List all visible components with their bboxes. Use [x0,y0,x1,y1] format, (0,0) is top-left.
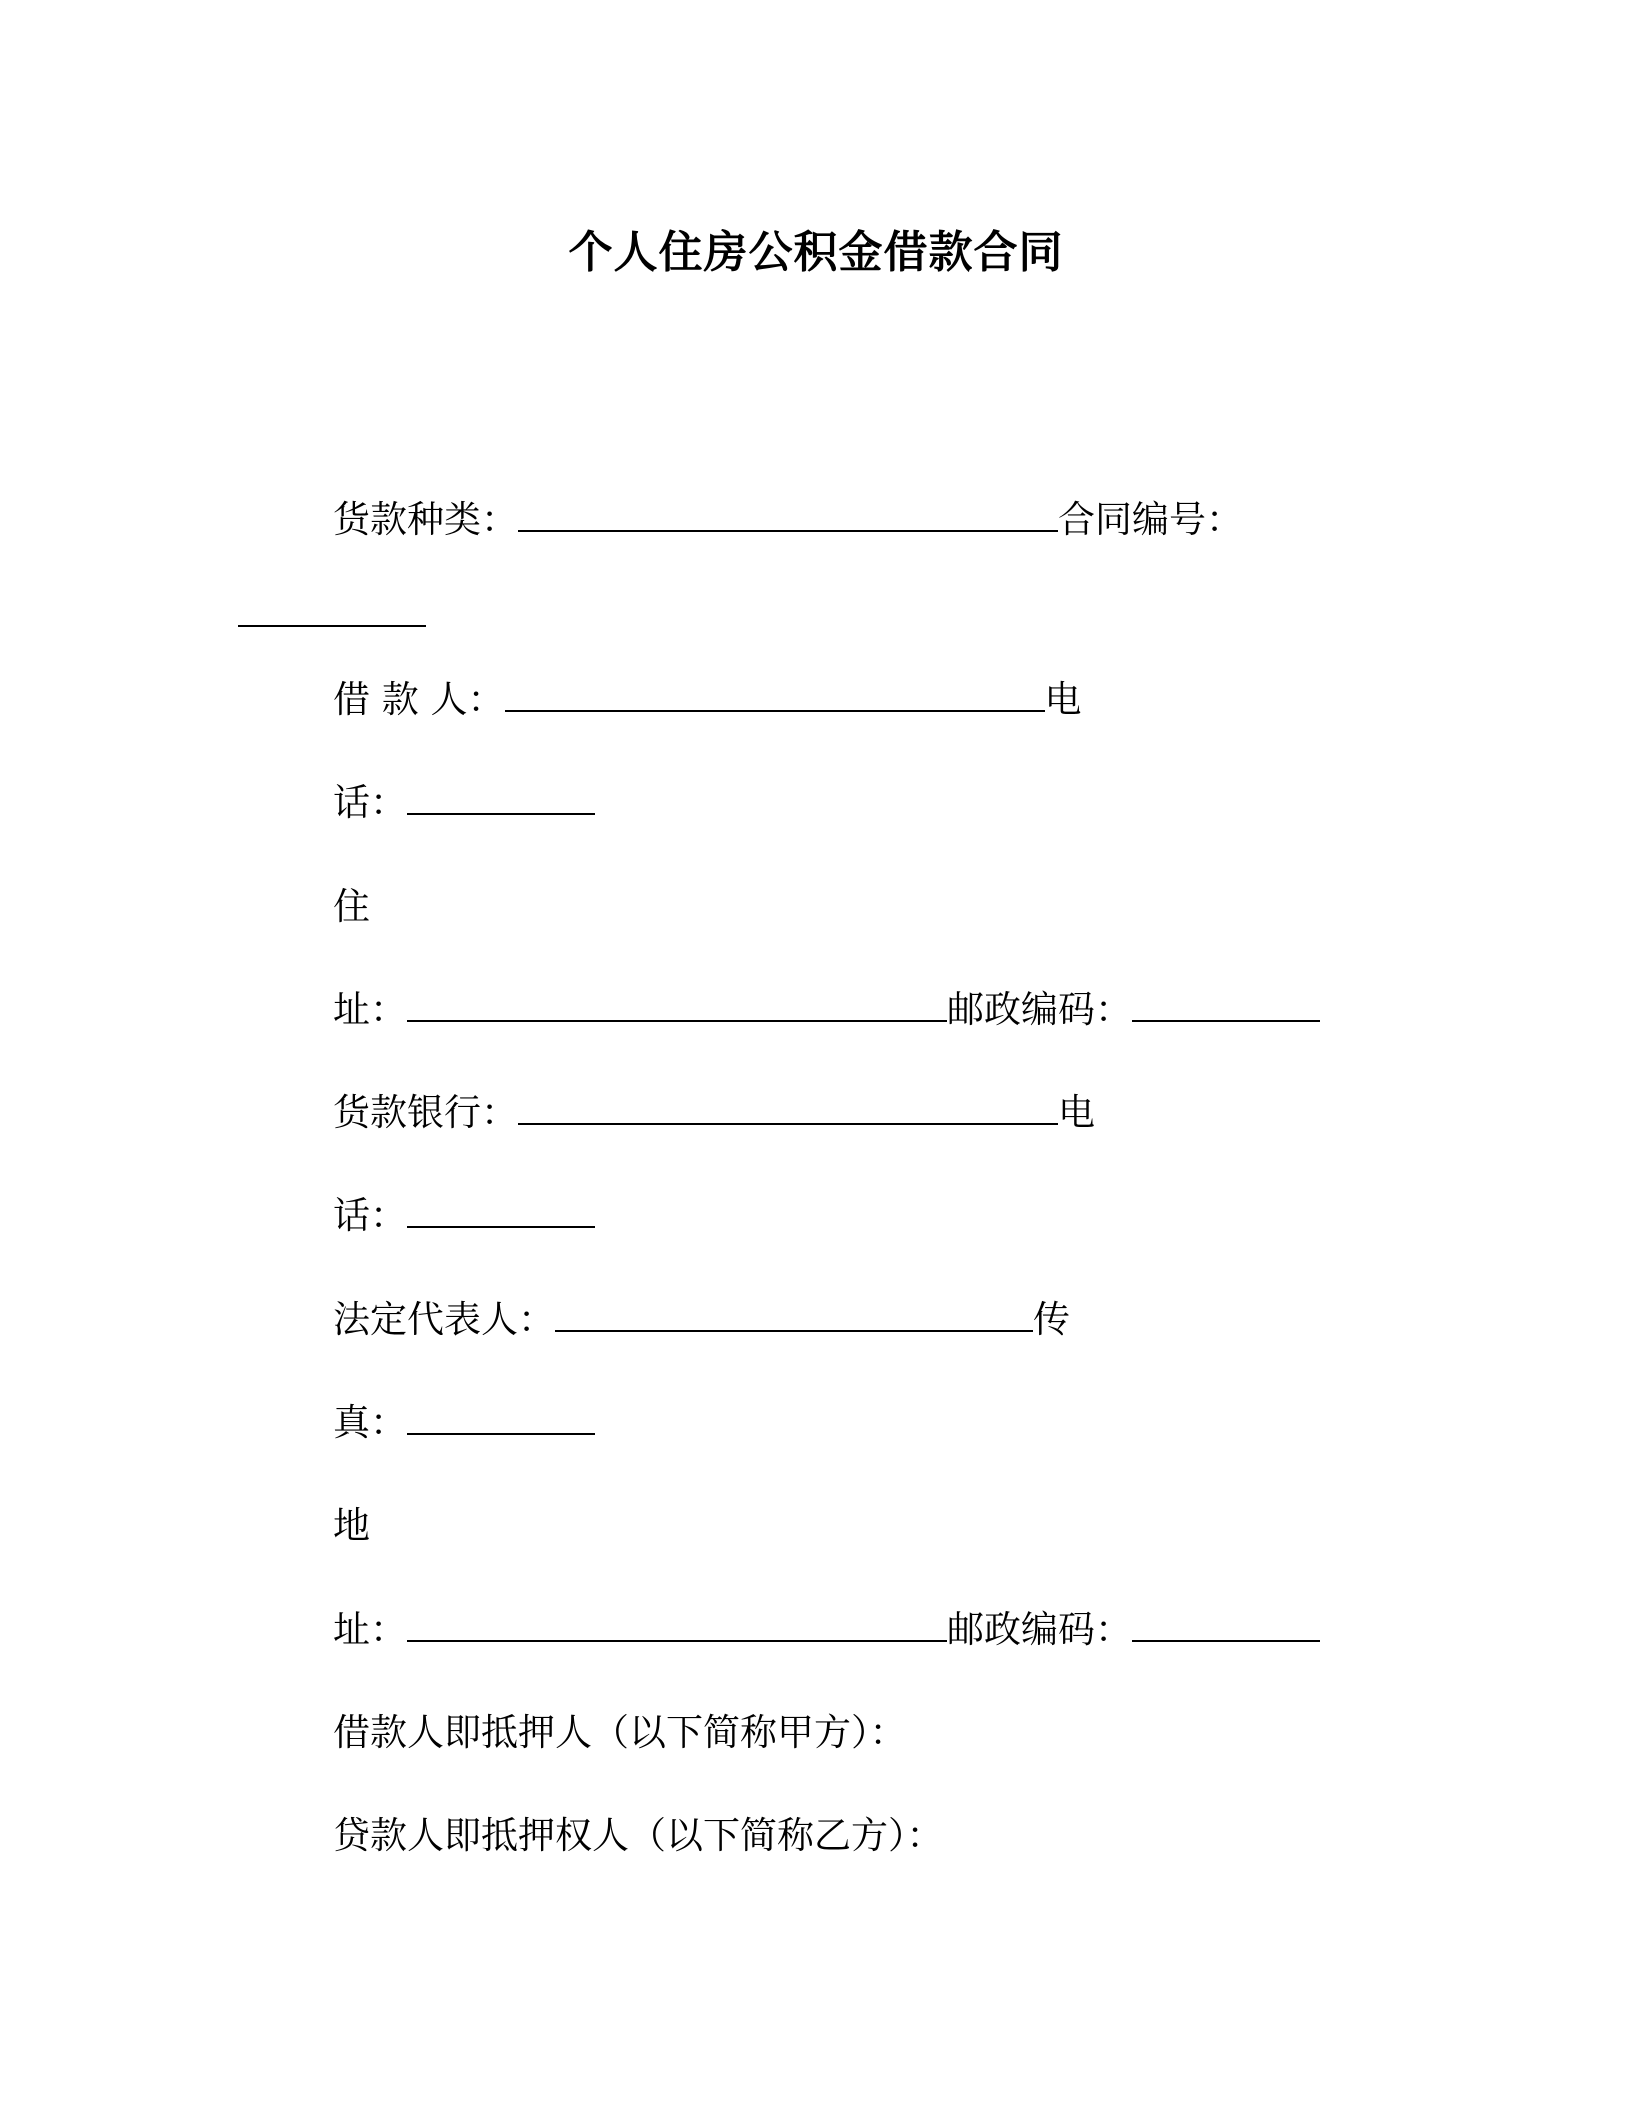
borrower-address-label-a: 住 [333,885,370,928]
lender-address-label-b: 址： [333,1608,407,1651]
lender-bank-row [333,1088,1095,1138]
loan-type-blank[interactable] [518,500,1058,532]
borrower-address-row-a [333,882,370,932]
lender-address-row-b [333,1605,1320,1655]
borrower-row [333,675,1082,725]
contract-no-label: 合同编号： [1058,498,1243,541]
contract-no-blank[interactable] [238,595,426,627]
borrower-phone-label-a: 电 [1044,678,1082,721]
lender-address-label-a: 地 [333,1504,370,1547]
fax-row [333,1398,595,1448]
lender-postal-blank[interactable] [1132,1610,1320,1642]
borrower-blank[interactable] [505,680,1045,712]
borrower-address-blank[interactable] [407,990,947,1022]
lender-address-blank[interactable] [407,1610,947,1642]
lender-bank-blank[interactable] [518,1093,1058,1125]
lender-bank-label: 货款银行： [333,1091,518,1134]
fax-label-b: 真： [333,1401,407,1444]
lender-phone-blank[interactable] [407,1196,595,1228]
legal-rep-row [333,1295,1070,1345]
lender-phone-label-a: 电 [1058,1091,1095,1134]
borrower-postal-label: 邮政编码： [947,988,1132,1031]
loan-type-row [333,495,1243,545]
borrower-label: 借 款 人： [333,678,505,721]
party-b-row [333,1811,944,1861]
fax-blank[interactable] [407,1403,595,1435]
loan-type-label: 货款种类： [333,498,518,541]
borrower-address-label-b: 址： [333,988,407,1031]
lender-postal-label: 邮政编码： [947,1608,1132,1651]
party-a-line: 借款人即抵押人（以下简称甲方）： [333,1711,907,1754]
document-title: 个人住房公积金借款合同 [568,227,1064,278]
lender-phone-row [333,1191,595,1241]
lender-phone-label-b: 话： [333,1194,407,1237]
legal-rep-blank[interactable] [555,1300,1033,1332]
borrower-phone-row [333,778,595,828]
borrower-phone-label-b: 话： [333,781,407,824]
borrower-postal-blank[interactable] [1132,990,1320,1022]
borrower-address-row-b [333,985,1320,1035]
fax-label-a: 传 [1033,1298,1070,1341]
lender-address-row-a [333,1501,370,1551]
legal-rep-label: 法定代表人： [333,1298,555,1341]
contract-no-row [238,590,426,640]
borrower-phone-blank[interactable] [407,783,595,815]
party-a-row [333,1708,907,1758]
party-b-line: 贷款人即抵押权人（以下简称乙方）： [333,1814,944,1857]
